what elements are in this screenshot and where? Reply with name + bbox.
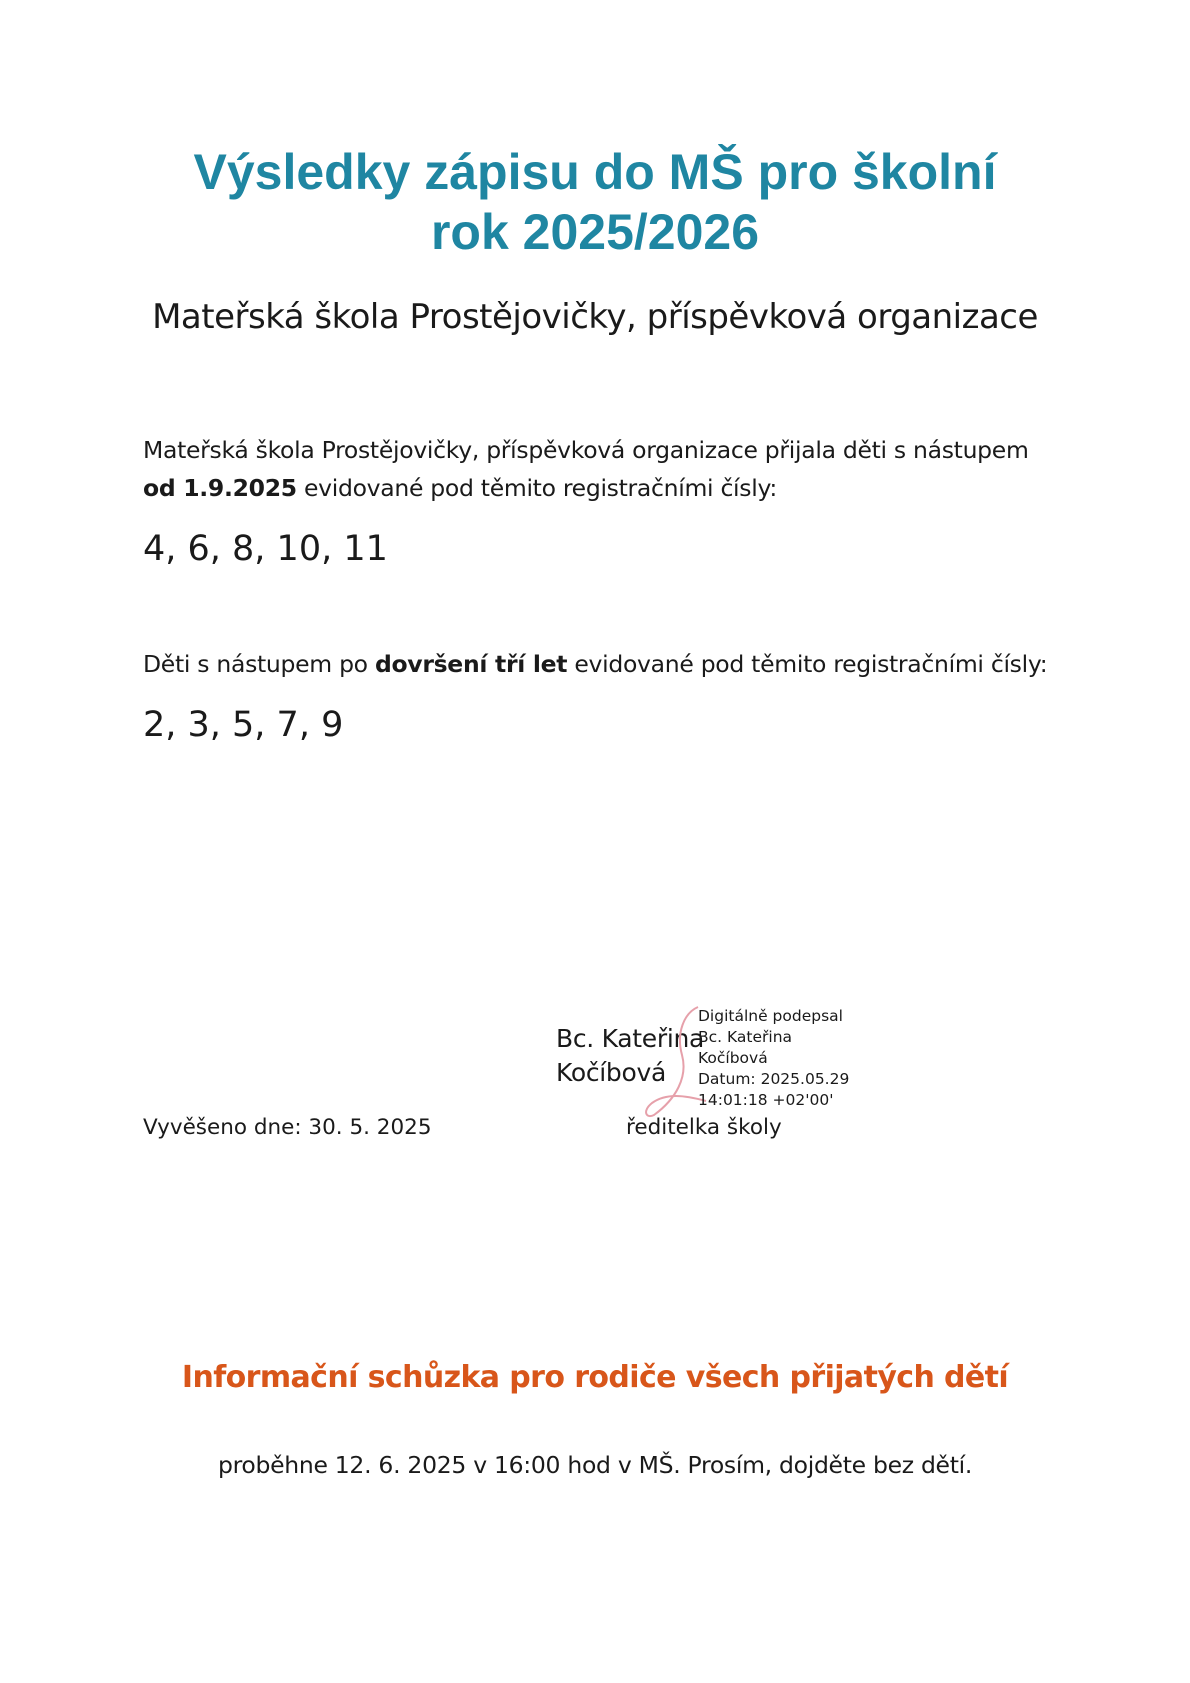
registration-numbers-1: 4, 6, 8, 10, 11 <box>143 529 388 569</box>
document-title <box>0 142 1190 262</box>
registration-numbers-2: 2, 3, 5, 7, 9 <box>143 705 344 745</box>
paragraph-2-text-start: Děti s nástupem po <box>143 650 375 678</box>
signature-detail-line: Kočíbová <box>698 1049 768 1067</box>
paragraph-1-text-end: evidované pod těmito registračními čísly: <box>296 474 777 502</box>
signature-detail-line: 14:01:18 +02'00' <box>698 1091 834 1109</box>
digital-signature-details <box>698 1006 849 1111</box>
signature-detail-line: Digitálně podepsal <box>698 1007 843 1025</box>
meeting-heading: Informační schůzka pro rodiče všech přijatých dětí <box>181 1360 1009 1395</box>
meeting-details: proběhne 12. 6. 2025 v 16:00 hod v MŠ. Prosím, dojděte bez dětí. <box>217 1451 973 1479</box>
title-line-1: Výsledky zápisu do MŠ pro školní <box>193 144 997 200</box>
signatory-name-line-1: Bc. Kateřina <box>556 1024 705 1053</box>
paragraph-2-condition: dovršení tří let <box>374 650 568 678</box>
school-name-subtitle: Mateřská škola Prostějovičky, příspěvková organizace <box>152 297 1038 337</box>
paragraph-1-start-date: od 1.9.2025 <box>143 474 297 502</box>
paragraph-1-text-start: Mateřská škola Prostějovičky, příspěvková organizace přijala děti s nástupem <box>143 436 1029 464</box>
signature-detail-line: Datum: 2025.05.29 <box>698 1070 850 1088</box>
title-line-2: rok 2025/2026 <box>430 204 760 260</box>
admission-paragraph-1 <box>143 431 1063 507</box>
signature-detail-line: Bc. Kateřina <box>698 1028 793 1046</box>
paragraph-2-text-end: evidované pod těmito registračními čísly: <box>567 650 1048 678</box>
signatory-role: ředitelka školy <box>626 1115 782 1140</box>
signatory-name-line-2: Kočíbová <box>556 1058 667 1087</box>
posted-date: Vyvěšeno dne: 30. 5. 2025 <box>143 1115 432 1140</box>
admission-paragraph-2 <box>143 645 1063 683</box>
